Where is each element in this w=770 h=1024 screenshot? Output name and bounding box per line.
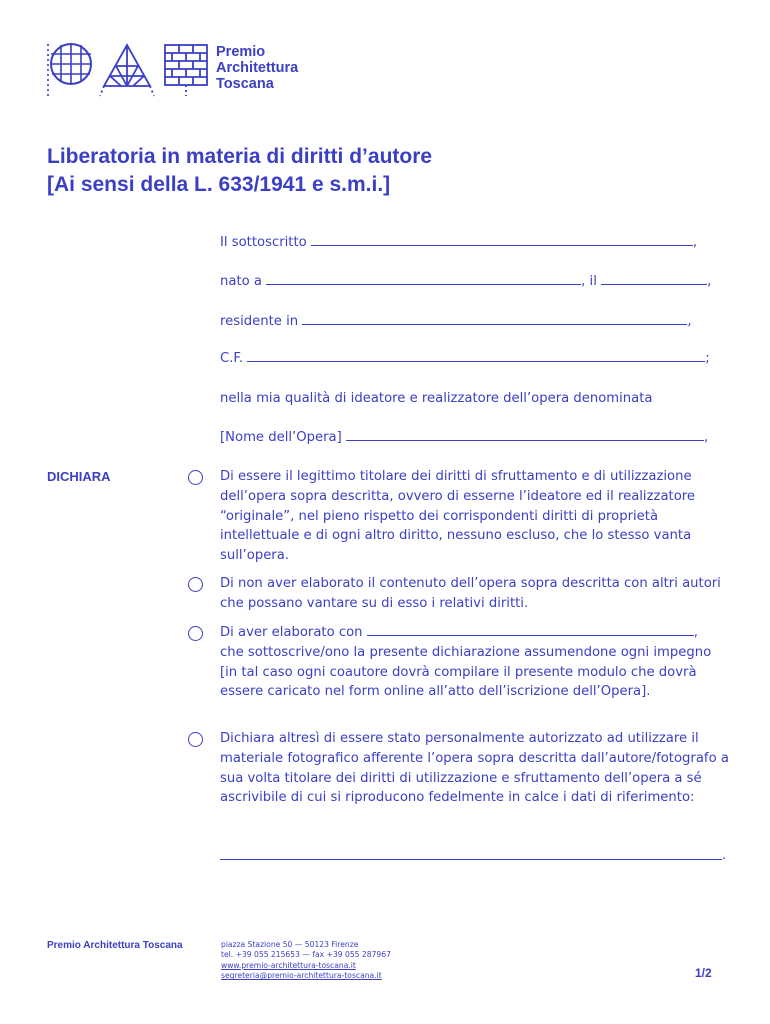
title-line-2: [Ai sensi della L. 633/1941 e s.m.i.] (47, 173, 391, 196)
footer-contacts (221, 940, 391, 982)
option-text: Di non aver elaborato il contenuto dell’opera sopra descritta con altri autori che possano vantare su di esso i relativi diritti. (220, 576, 721, 611)
option-text: Dichiara altresì di essere stato personalmente autorizzato ad utilizzare il materiale fotografico afferente l’opera sopra descritta dall’autore/fotografo a sua volta titolare dei diritti di utilizzazione e sfruttamento dell’opera a sé ascrivibile di cui si riproducono fedelmente in calce i dati di riferimento: (220, 731, 729, 806)
brand-line-2: Architettura (216, 60, 299, 76)
title-line-1: Liberatoria in materia di diritti d’autore (47, 145, 433, 168)
il-label: , il (581, 274, 597, 289)
comma: , (687, 314, 692, 329)
comma: , (707, 274, 712, 289)
nome-opera-field[interactable] (220, 429, 723, 447)
brick-wall-icon (162, 42, 210, 98)
radio-button[interactable] (188, 732, 203, 747)
radio-button[interactable] (188, 626, 203, 641)
nome-opera-label: [Nome dell’Opera] (220, 430, 342, 445)
coautori-field[interactable] (220, 623, 730, 643)
footer-website-link[interactable]: www.premio-architettura-toscana.it (221, 960, 356, 970)
residente-field[interactable] (220, 313, 723, 331)
cf-blank[interactable] (247, 351, 705, 362)
option-non-elaborato[interactable] (188, 574, 728, 614)
signature-end: . (722, 848, 727, 863)
footer-email-link[interactable]: segreteria@premio-architettura-toscana.it (221, 971, 382, 981)
option-text-block (220, 623, 730, 702)
footer-address: piazza Stazione 50 — 50123 Firenze (221, 940, 359, 949)
option-titolare[interactable] (188, 467, 728, 566)
footer-phone: tel. +39 055 215653 — fax +39 055 287967 (221, 950, 391, 960)
radio-button[interactable] (188, 577, 203, 592)
option-fotografico[interactable] (188, 729, 728, 808)
dichiara-label: DICHIARA (47, 469, 111, 484)
nato-field[interactable] (220, 273, 723, 291)
option-coautori[interactable] (188, 623, 728, 702)
sottoscritto-blank[interactable] (311, 235, 693, 246)
radio-button[interactable] (188, 470, 203, 485)
comma: , (703, 430, 709, 445)
qualita-text: nella mia qualità di ideatore e realizzatore dell’opera denominata (220, 391, 653, 406)
brand-name (216, 44, 298, 92)
brand-line-3: Toscana (216, 76, 274, 92)
semicolon: ; (705, 351, 710, 366)
page-number: 1/2 (695, 966, 712, 980)
comma: , (692, 235, 698, 250)
option-text: Di essere il legittimo titolare dei diritti di sfruttamento e di utilizzazione dell’opera sopra descritta, ovvero di esserne l’ideatore ed il realizzatore “originale”, nel pieno rispetto dei corrispondenti diritti di proprietà intellettuale e di ogni altro diritto, nessuno escluso, che lo stesso vanta sull’opera. (220, 469, 696, 564)
globe-grid-icon (46, 42, 96, 98)
residente-blank[interactable] (302, 314, 687, 325)
brand-line-1: Premio (216, 44, 266, 60)
document-title (47, 143, 727, 199)
triangle-truss-icon (98, 42, 156, 98)
sottoscritto-label: Il sottoscritto (220, 235, 307, 250)
coautori-blank[interactable] (367, 625, 694, 636)
comma: , (693, 625, 698, 640)
cf-label: C.F. (220, 351, 244, 366)
nome-opera-blank[interactable] (346, 430, 704, 441)
nato-blank[interactable] (266, 274, 581, 285)
sottoscritto-field[interactable] (220, 234, 723, 252)
option3-label: Di aver elaborato con (220, 625, 363, 640)
signature-blank[interactable] (220, 846, 722, 860)
option-text: che sottoscrive/ono la presente dichiarazione assumendone ogni impegno [in tal caso ogni coautore dovrà compilare il presente modulo che dovrà essere caricato nel form online all’atto dell’iscrizione dell’Opera]. (220, 644, 712, 700)
footer-organization: Premio Architettura Toscana (47, 940, 183, 951)
data-nascita-blank[interactable] (601, 274, 707, 285)
nato-label: nato a (220, 274, 262, 289)
residente-label: residente in (220, 314, 299, 329)
cf-field[interactable] (220, 350, 723, 368)
